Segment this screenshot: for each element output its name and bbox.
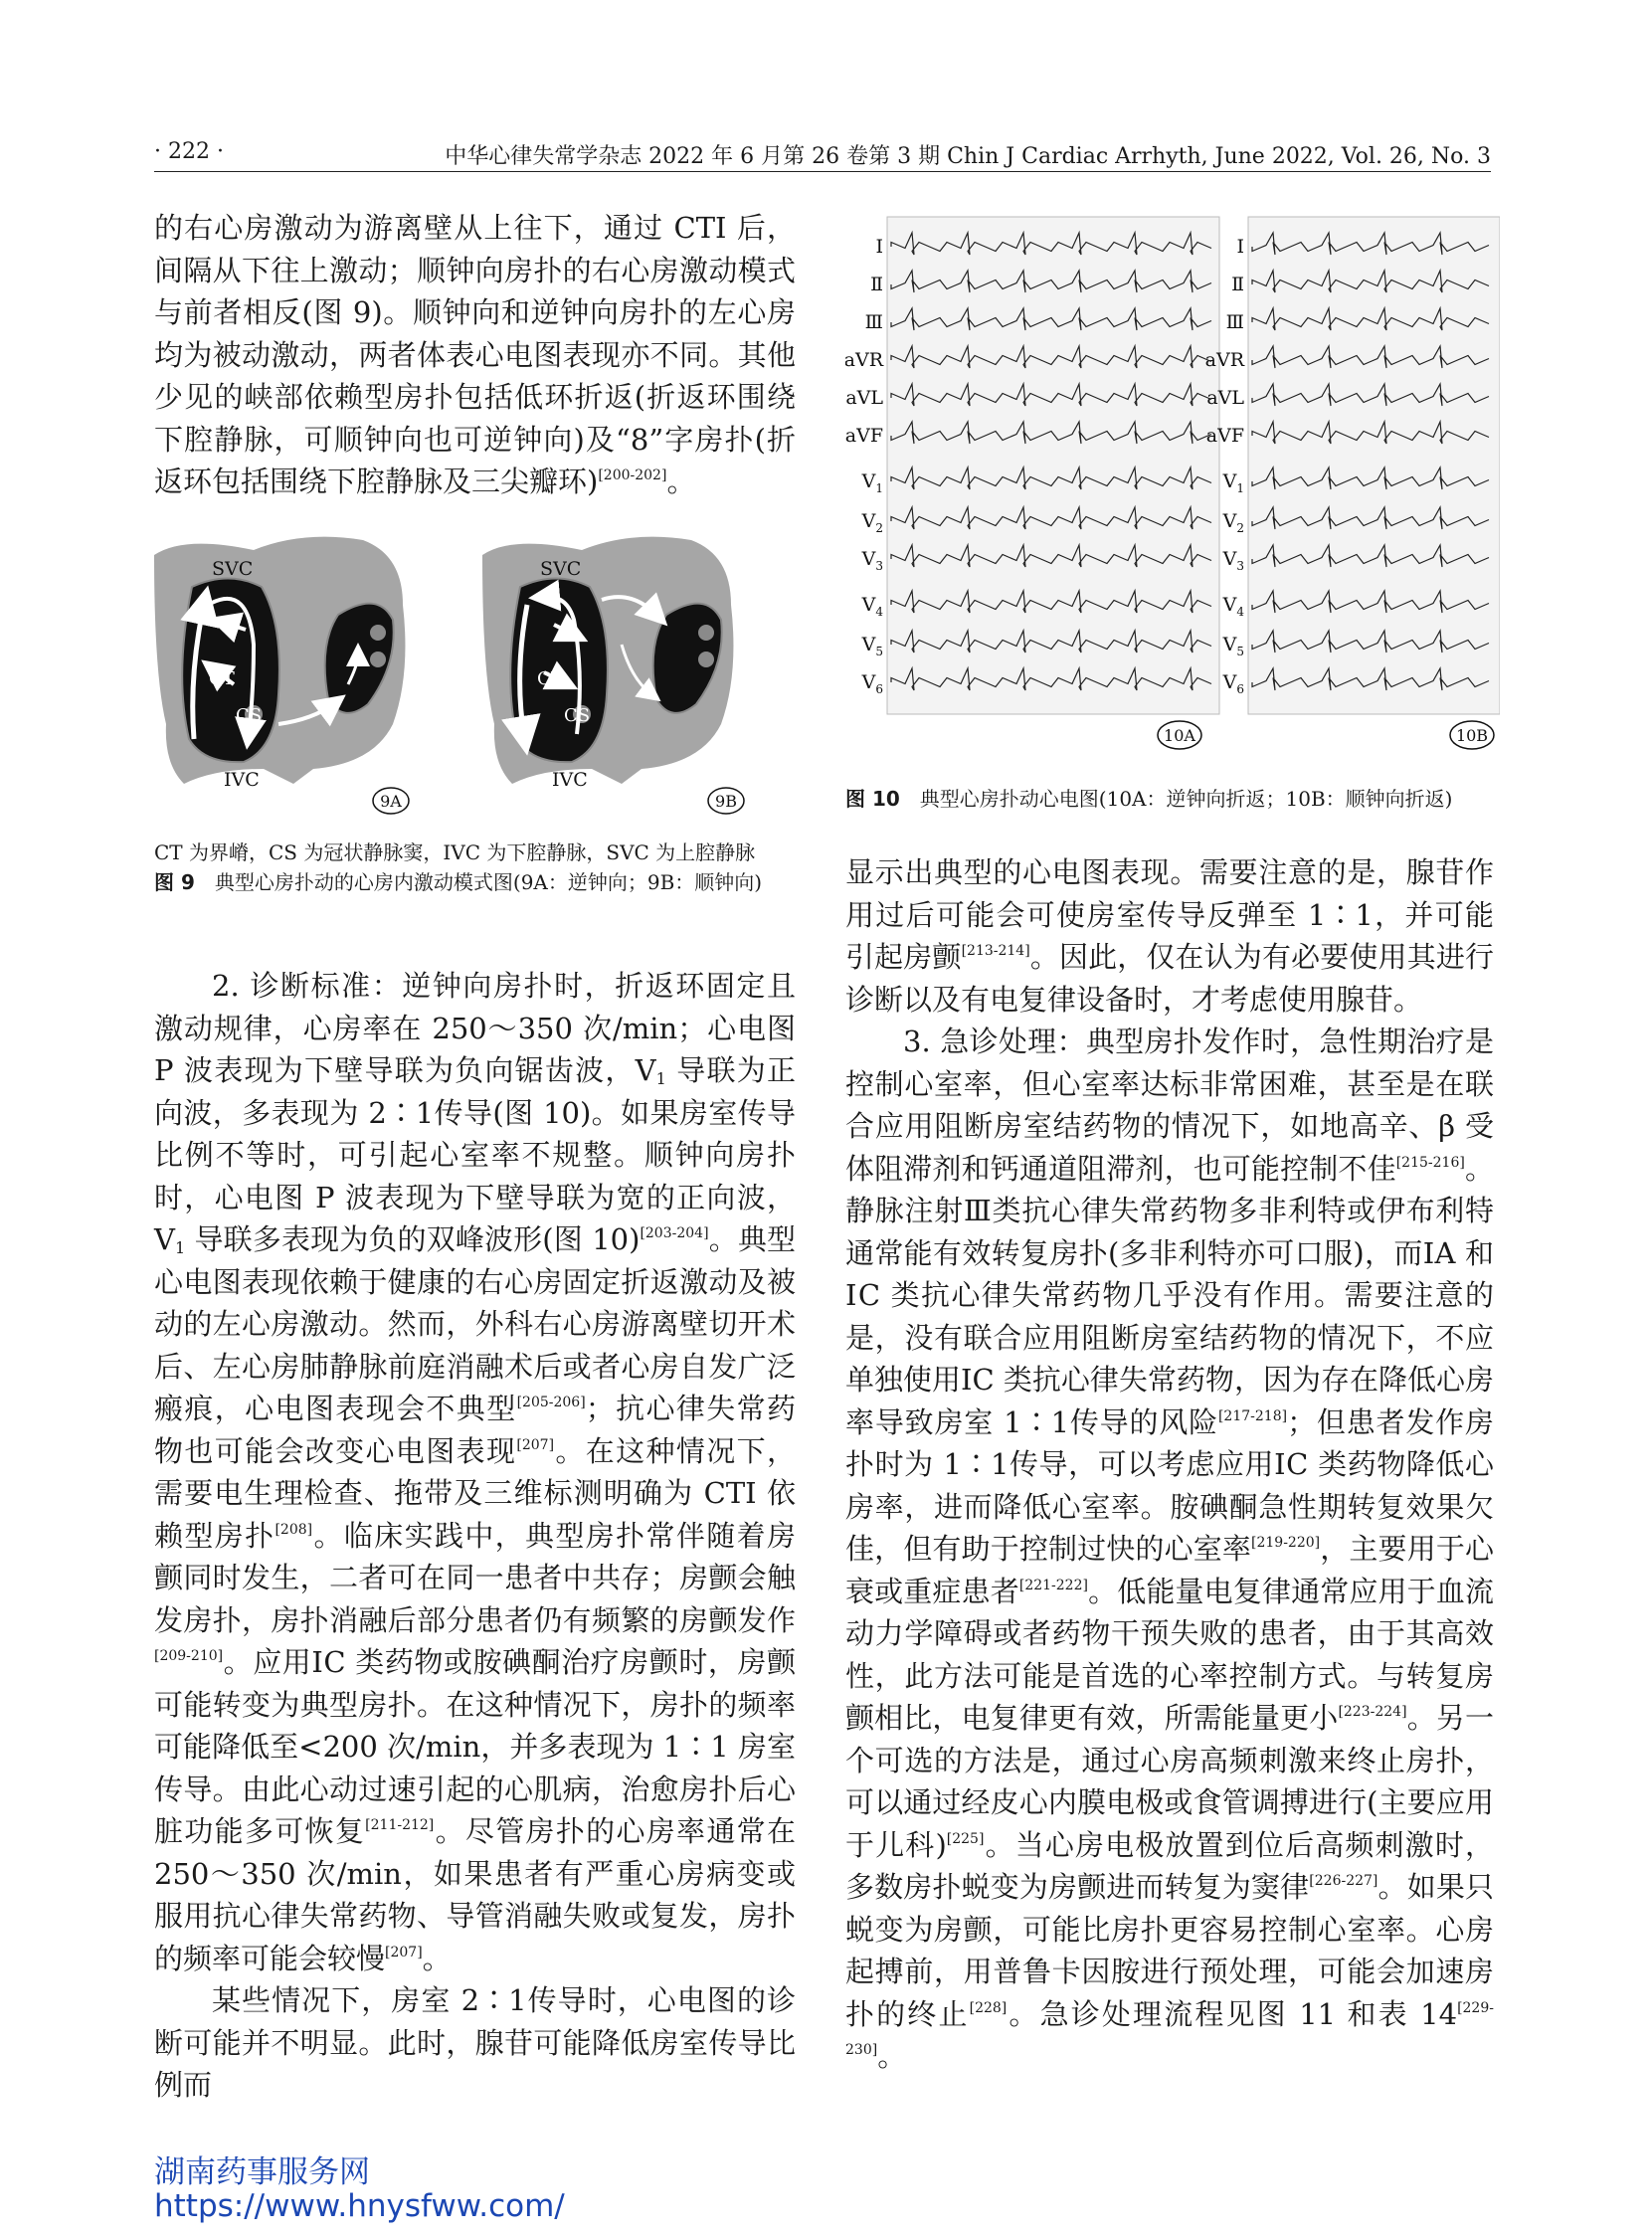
ecg-lead-label: aVR — [845, 349, 883, 371]
ecg-lead-label: $V_1$ — [861, 470, 883, 495]
ecg-lead-label: Ⅲ — [1225, 311, 1244, 333]
ecg-lead-label: Ⅰ — [875, 236, 883, 258]
left-col-bottom — [154, 965, 796, 2107]
ecg-lead-label: aVL — [845, 387, 883, 409]
ecg-lead-label: Ⅱ — [1231, 274, 1244, 295]
paragraph-diagnosis: 2. 诊断标准：逆钟向房扑时，折返环固定且激动规律，心房率在 250～350 次/min；心电图 P 波表现为下壁导联为负向锯齿波，$V_1$ 导联为正向波，多表现为 2∶1传导(图 10)。如果房室传导比例不等时，可引起心室率不规整。顺钟向房扑时，心电图 P 波表现为下壁导联为宽的正向波，$V_1$ 导联多表现为负的双峰波形(图 10)[203-204]。典型心电图表现依赖于健康的右心房固定折返激动及被动的左心房激动。然而，外科右心房游离壁切开术后、左心房肺静脉前庭消融术后或者心房自发广泛瘢痕，心电图表现会不典型[205-206]；抗心律失常药物也可能会改变心电图表现[207]。在这种情况下，需要电生理检查、拖带及三维标测明确为 CTI 依赖型房扑[208]。临床实践中，典型房扑常伴随着房颤同时发生，二者可在同一患者中共存；房颤会触发房扑，房扑消融后部分患者仍有频繁的房颤发作[209-210]。应用ⅠC 类药物或胺碘酮治疗房颤时，房颤可能转变为典型房扑。在这种情况下，房扑的频率可能降低至<200 次/min，并多表现为 1∶1 房室传导。由此心动过速引起的心肌病，治愈房扑后心脏功能多可恢复[211-212]。尽管房扑的心房率通常在 250～350 次/min，如果患者有严重心房病变或服用抗心律失常药物、导管消融失败或复发，房扑的频率可能会较慢[207]。 — [154, 969, 796, 1975]
ecg-lead-label: $V_6$ — [861, 671, 883, 696]
journal-citation: 中华心律失常学杂志 2022 年 6 月第 26 卷第 3 期 Chin J Cardiac Arrhyth, June 2022, Vol. 26, No. 3 — [445, 144, 1491, 169]
label-ct: CT — [209, 668, 235, 689]
right-col — [845, 851, 1494, 2078]
header-rule — [154, 171, 1491, 172]
paragraph-adenosine-cont: 显示出典型的心电图表现。需要注意的是，腺苷作用过后可能会可使房室传导反弹至 1∶1，并可能引起房颤[213-214]。因此，仅在认为有必要使用其进行诊断以及有电复律设备时，才考虑使用腺苷。 — [845, 855, 1494, 1017]
figure-10-ecg — [845, 211, 1500, 766]
page-number: · 222 · — [154, 139, 224, 164]
label-cs: CS — [564, 705, 591, 726]
label-ct: CT — [537, 668, 563, 689]
citation: [200-202] — [598, 467, 667, 483]
ecg-lead-label: $V_6$ — [1222, 671, 1244, 696]
figure-9-note: CT 为界嵴，CS 为冠状静脉窦，IVC 为下腔静脉，SVC 为上腔静脉 — [154, 840, 756, 864]
heart-diagram-9a — [154, 537, 409, 814]
figure-9-caption: 图 9 典型心房扑动的心房内激动模式图(9A：逆钟向；9B：顺钟向) — [154, 870, 763, 894]
left-col-top — [154, 207, 796, 503]
label-cs: CS — [236, 705, 263, 726]
panel-label-10b: 10B — [1455, 726, 1489, 745]
ecg-lead-label: aVL — [1206, 387, 1244, 409]
ecg-lead-label: $V_3$ — [861, 548, 883, 573]
ecg-lead-label: Ⅲ — [864, 311, 883, 333]
heart-diagram-9b — [482, 537, 744, 814]
panel-label-9b: 9B — [715, 792, 737, 811]
paragraph-emergency: 3. 急诊处理：典型房扑发作时，急性期治疗是控制心室率，但心室率达标非常困难，甚至是在联合应用阻断房室结药物的情况下，如地高辛、β 受体阻滞剂和钙通道阻滞剂，也可能控制不佳[215-216]。静脉注射Ⅲ类抗心律失常药物多非利特或伊布利特通常能有效转复房扑(多非利特亦可口服)，而ⅠA 和ⅠC 类抗心律失常药物几乎没有作用。需要注意的是，没有联合应用阻断房室结药物的情况下，不应单独使用ⅠC 类抗心律失常药物，因为存在降低心房率导致房室 1∶1传导的风险[217-218]；但患者发作房扑时为 1∶1传导，可以考虑应用ⅠC 类药物降低心房率，进而降低心室率。胺碘酮急性期转复效果欠佳，但有助于控制过快的心室率[219-220]，主要用于心衰或重症患者[221-222]。低能量电复律通常应用于血流动力学障碍或者药物干预失败的患者，由于其高效性，此方法可能是首选的心率控制方式。与转复房颤相比，电复律更有效，所需能量更小[223-224]。另一个可选的方法是，通过心房高频刺激来终止房扑，可以通过经皮心内膜电极或食管调搏进行(主要应用于儿科)[225]。当心房电极放置到位后高频刺激时，多数房扑蜕变为房颤进而转复为窦律[226-227]。如果只蜕变为房颤，可能比房扑更容易控制心室率。心房起搏前，用普鲁卡因胺进行预处理，可能会加速房扑的终止[228]。急诊处理流程见图 11 和表 14[229-230]。 — [845, 1025, 1494, 2073]
ecg-lead-label: $V_5$ — [861, 634, 883, 658]
panel-label-10a: 10A — [1164, 726, 1195, 745]
figure-9-diagram — [154, 525, 799, 824]
ecg-lead-label: aVR — [1204, 349, 1244, 371]
label-ivc: IVC — [224, 769, 260, 791]
ecg-lead-label: aVF — [1205, 425, 1244, 447]
ecg-lead-label: Ⅱ — [870, 274, 883, 295]
paragraph-cti-activation: 的右心房激动为游离壁从上往下，通过 CTI 后，间隔从下往上激动；顺钟向房扑的右心房激动模式与前者相反(图 9)。顺钟向和逆钟向房扑的左心房均为被动激动，两者体表心电图表现亦不同。其他少见的峡部依赖型房扑包括低环折返(折返环围绕下腔静脉，可顺钟向也可逆钟向)及“8”字房扑(折返环包括围绕下腔静脉及三尖瓣环)[200-202]。 — [154, 211, 796, 498]
label-svc: SVC — [212, 558, 254, 580]
ecg-lead-label: $V_1$ — [1222, 470, 1244, 495]
ecg-lead-label: $V_3$ — [1222, 548, 1244, 573]
ecg-lead-label: aVF — [845, 425, 883, 447]
ecg-lead-label: $V_4$ — [1222, 594, 1244, 619]
paragraph-adenosine: 某些情况下，房室 2∶1传导时，心电图的诊断可能并不明显。此时，腺苷可能降低房室传导比例而 — [154, 1983, 796, 2102]
running-header — [154, 135, 1491, 171]
ecg-lead-label: $V_5$ — [1222, 634, 1244, 658]
label-ivc: IVC — [552, 769, 588, 791]
figure-10 — [845, 211, 1500, 814]
ecg-lead-label: Ⅰ — [1236, 236, 1244, 258]
figure-9 — [154, 525, 799, 897]
ecg-lead-label: $V_2$ — [861, 510, 883, 535]
label-svc: SVC — [540, 558, 582, 580]
panel-label-9a: 9A — [380, 792, 402, 811]
footer-site-name: 湖南药事服务网 — [154, 2154, 370, 2190]
figure-10-caption: 图 10 典型心房扑动心电图(10A：逆钟向折返；10B：顺钟向折返) — [845, 787, 1453, 811]
footer-url-link[interactable]: https://www.hnysfww.com/ — [154, 2188, 565, 2224]
ecg-lead-label: $V_4$ — [861, 594, 883, 619]
ecg-lead-label: $V_2$ — [1222, 510, 1244, 535]
